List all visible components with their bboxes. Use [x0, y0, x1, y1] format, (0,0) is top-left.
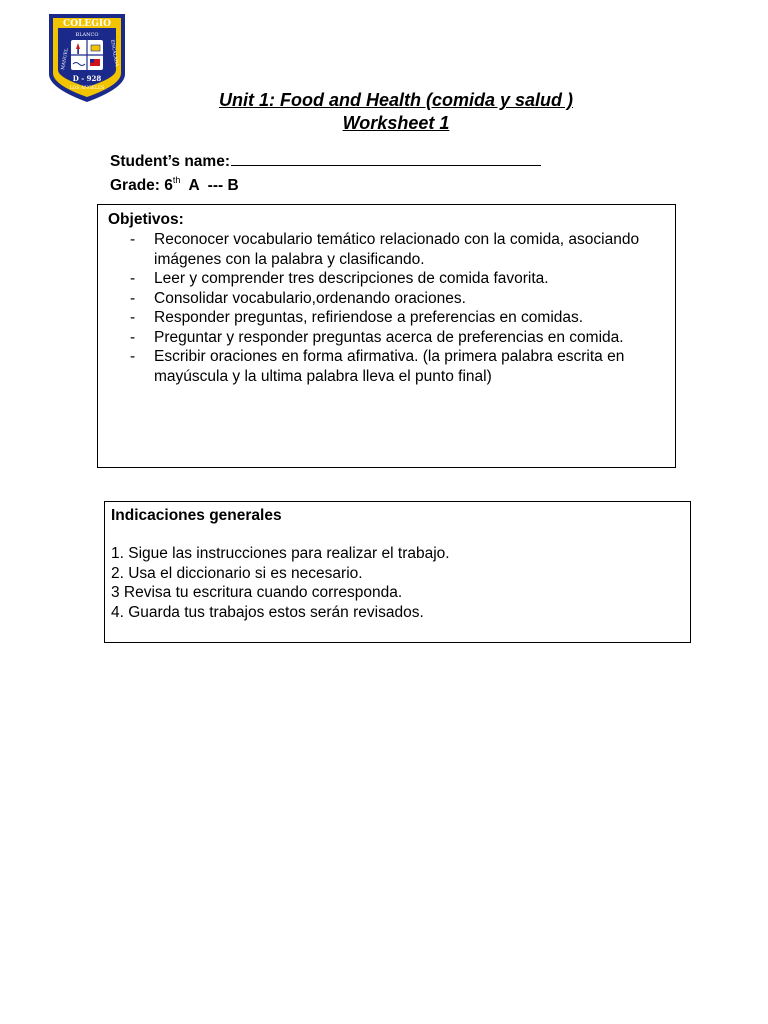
- list-item: 4. Guarda tus trabajos estos serán revisados.: [111, 603, 424, 621]
- student-name-blank[interactable]: [231, 151, 541, 166]
- grade-superscript: th: [172, 175, 181, 185]
- crest-center-text: BLANCO: [75, 32, 99, 38]
- list-item: - Responder preguntas, refiriendose a preferencias en comidas.: [130, 309, 584, 326]
- objectives-list: [108, 230, 667, 386]
- dash-bullet: -: [130, 348, 136, 365]
- crest-left-text: MANUEL: [61, 47, 70, 71]
- grade-row: [110, 171, 239, 195]
- dash-bullet: -: [130, 309, 136, 326]
- list-item: - Consolidar vocabulario,ordenando oraciones.: [130, 289, 466, 307]
- student-name-row: [110, 151, 541, 171]
- list-item: 1. Sigue las instrucciones para realizar el trabajo.: [111, 545, 450, 562]
- indications-box: [104, 501, 691, 643]
- crest-number-text: D - 928: [72, 74, 102, 83]
- grade-label: Grade: 6: [110, 177, 173, 194]
- worksheet-title: Worksheet 1: [342, 113, 450, 133]
- dash-bullet: -: [130, 289, 136, 307]
- list-item: - Preguntar y responder preguntas acerca de preferencias en comida.: [130, 328, 624, 346]
- student-name-label: Student’s name:: [110, 153, 230, 170]
- objectives-box: [97, 204, 676, 468]
- list-item: 2. Usa el diccionario si es necesario.: [111, 564, 363, 582]
- dash-bullet: -: [130, 270, 136, 287]
- unit-title: Unit 1: Food and Health (comida y salud ): [218, 90, 574, 110]
- objectives-heading: Objetivos:: [108, 211, 184, 228]
- list-item: - Escribir oraciones en forma afirmativa. (la primera palabra escrita en mayúscula y la ultima palabra lleva el punto final): [130, 348, 625, 385]
- crest-top-text: COLEGIO: [63, 19, 111, 29]
- list-item: 3 Revisa tu escritura cuando corresponda.: [111, 584, 403, 601]
- crest-right-text: ENCALADA: [109, 39, 119, 67]
- list-item: - Leer y comprender tres descripciones de comida favorita.: [130, 270, 549, 287]
- book-icon: [91, 45, 100, 51]
- dash-bullet: -: [130, 231, 136, 248]
- crest-bottom-text: LOS ANGELES: [69, 86, 105, 91]
- grade-options: A --- B: [188, 177, 239, 194]
- indications-list: [111, 544, 682, 622]
- indications-heading: Indicaciones generales: [111, 507, 282, 524]
- list-item: - Reconocer vocabulario temático relacionado con la comida, asociando imágenes con la palabra y clasificando.: [130, 231, 640, 268]
- dash-bullet: -: [130, 328, 136, 346]
